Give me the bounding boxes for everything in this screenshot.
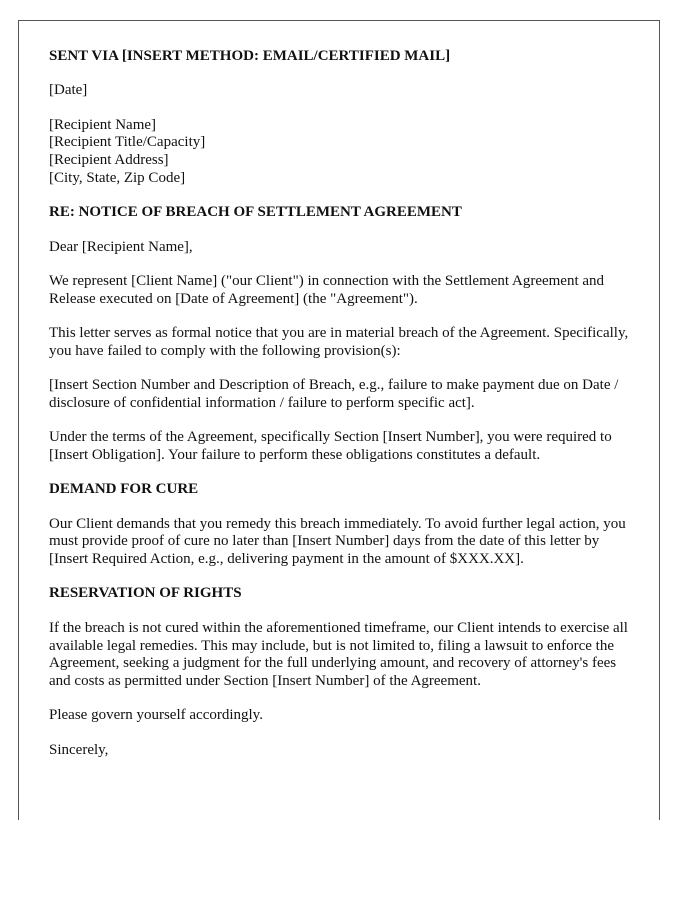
recipient-address: [Recipient Address] [49,152,169,169]
sent-via-line: SENT VIA [INSERT METHOD: EMAIL/CERTIFIED MAIL] [49,48,451,64]
notice-paragraph: This letter serves as formal notice that you are in material breach of the Agreement. Specifically, you have failed to comply with the following provision(s): [49,324,629,359]
breach-description-paragraph: [Insert Section Number and Description of Breach, e.g., failure to make payment due on Date / disclosure of confidential information / failure to perform specific act]. [49,377,619,411]
letter-date: [Date] [49,82,88,99]
letter-body [19,21,659,760]
demand-heading: DEMAND FOR CURE [49,481,199,498]
sign-off: Sincerely, [49,741,109,758]
recipient-name: [Recipient Name] [49,116,157,133]
salutation: Dear [Recipient Name], [49,238,193,255]
letter-page [18,20,660,820]
recipient-city-state-zip: [City, State, Zip Code] [49,169,186,186]
recipient-block [49,117,629,188]
demand-paragraph: Our Client demands that you remedy this breach immediately. To avoid further legal action, you must provide proof of cure no later than [Insert Number] days from the date of this letter by [Insert Required Action, e.g., delivering payment in the amount of $XXX.XX]. [49,515,626,568]
terms-paragraph: Under the terms of the Agreement, specifically Section [Insert Number], you were required to [Insert Obligation]. Your failure to perform these obligations constitutes a default. [49,429,612,463]
representation-paragraph: We represent [Client Name] ("our Client") in connection with the Settlement Agreement and Release executed on [Date of Agreement] (the "Agreement"). [49,272,605,307]
re-line: RE: NOTICE OF BREACH OF SETTLEMENT AGREEMENT [49,204,462,221]
reservation-heading: RESERVATION OF RIGHTS [49,585,242,602]
closing-line: Please govern yourself accordingly. [49,707,263,724]
reservation-paragraph: If the breach is not cured within the aforementioned timeframe, our Client intends to exercise all available legal remedies. This may include, but is not limited to, filing a lawsuit to enforce the Agreement, seeking a judgment for the full underlying amount, and recovery of attorney's fees and costs as permitted under Section [Insert Number] of the Agreement. [49,619,628,690]
recipient-title: [Recipient Title/Capacity] [49,134,206,151]
